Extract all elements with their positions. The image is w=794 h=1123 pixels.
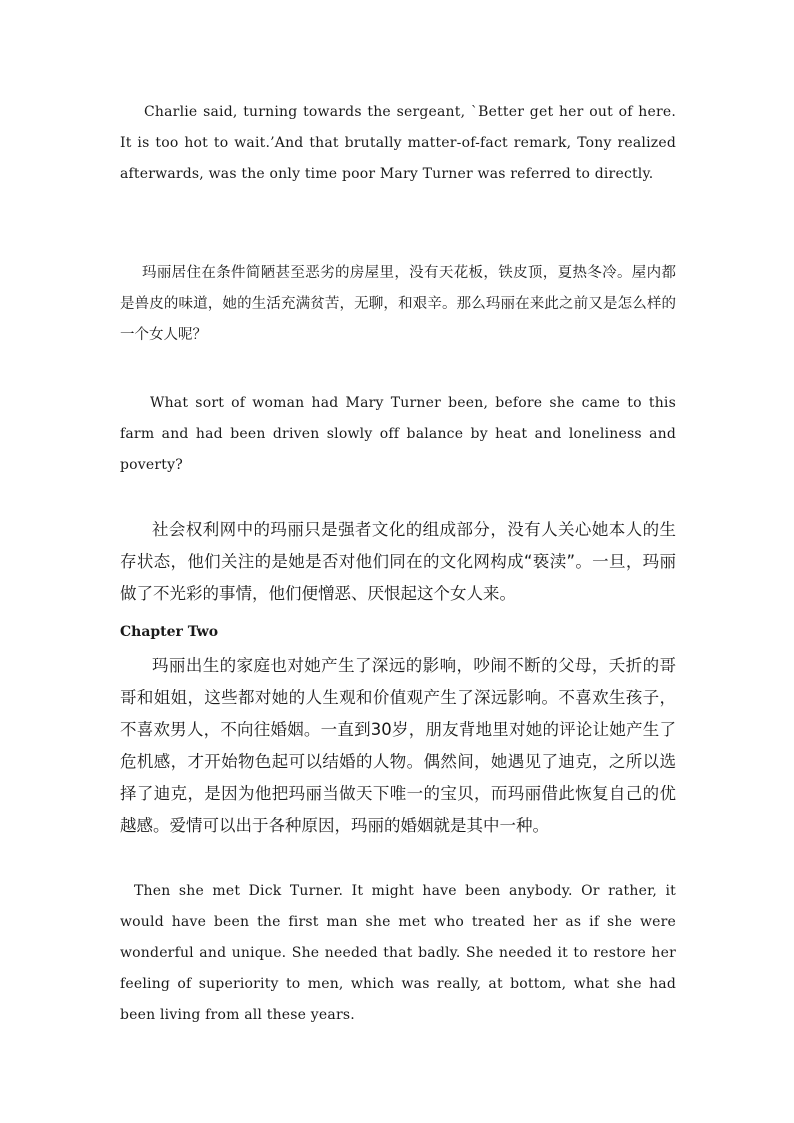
chinese-paragraph-family-and-marriage: 玛丽出生的家庭也对她产生了深远的影响，吵闹不断的父母，夭折的哥哥和姐姐，这些都对她的人生观和价值观产生了深远影响。不喜欢生孩子，不喜欢男人，不向往婚姻。一直到30岁，朋友背地里对她的评论让她产生了危机感，才开始物色起可以结婚的人物。偶然间，她遇见了迪克，之所以选择了迪克，是因为他把玛丽当做天下唯一的宝贝，而玛丽借此恢复自己的优越感。爱情可以出于各种原因，玛丽的婚姻就是其中一种。 (120, 656, 676, 835)
english-paragraph-what-sort-of-woman: What sort of woman had Mary Turner been, before she came to this farm and had been driven slowly off balance by heat and loneliness and poverty? (120, 395, 676, 473)
english-paragraph-charlie: Charlie said, turning towards the sergeant, `Better get her out of here. It is too hot to wait.’And that brutally matter-of-fact remark, Tony realized afterwards, was the only time poor Mary Turner was referred to directly. (120, 104, 676, 182)
chapter-heading: Chapter Two (120, 624, 219, 640)
chinese-paragraph-living-conditions: 玛丽居住在条件简陋甚至恶劣的房屋里，没有天花板，铁皮顶，夏热冬冷。屋内都是兽皮的味道，她的生活充满贫苦，无聊，和艰辛。那么玛丽在来此之前又是怎么样的一个女人呢？ (120, 265, 676, 343)
english-paragraph-dick-turner: Then she met Dick Turner. It might have been anybody. Or rather, it would have been the first man she met who treated her as if she were wonderful and unique. She needed that badly. She needed it to restore her feeling of superiority to men, which was really, at bottom, what she had been living from all these years. (120, 883, 676, 1023)
chinese-paragraph-social-network: 社会权利网中的玛丽只是强者文化的组成部分，没有人关心她本人的生存状态，他们关注的是她是否对他们同在的文化网构成“亵渎”。一旦，玛丽做了不光彩的事情，他们便憎恶、厌恨起这个女人来。 (120, 520, 676, 603)
